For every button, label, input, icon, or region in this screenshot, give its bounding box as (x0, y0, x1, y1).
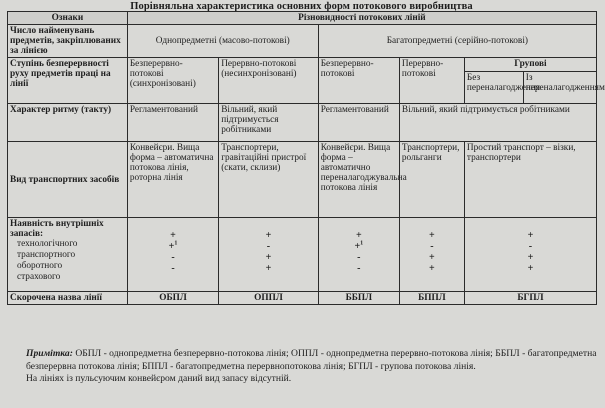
cell-mp-continuous: Безперервно-потокові (318, 58, 399, 104)
cell-short-5: БГПЛ (464, 292, 596, 305)
cell-group-with-readjust: Із переналагодженням (523, 72, 596, 104)
cell-rhythm-1: Регламентований (127, 104, 218, 142)
cell-short-2: ОППЛ (219, 292, 319, 305)
stock-mark: + (527, 230, 534, 241)
stock-item: технологічного (17, 239, 78, 249)
stock-mark: - (528, 241, 533, 252)
stock-mark: + (527, 263, 534, 274)
note-text: ОБПЛ - однопредметна безперервно-потокова лінія; ОППЛ - однопредметна перервно-потокова лінія; ББПЛ - багатопредметна безперервна потокова лінія; БППЛ - багатопредметна перервнопотокова лінія; БГПЛ - групова потокова лінія. (26, 348, 597, 372)
page-title: Порівняльна характеристика основних форм потокового виробництва (130, 1, 473, 12)
row-label-rhythm: Характер ритму (такту) (8, 104, 128, 142)
cell-mp-discontinuous: Перервно-потокові (399, 58, 464, 104)
stock-mark: + (527, 252, 534, 263)
footnote-mark: 1 (174, 240, 178, 247)
stock-mark: - (171, 252, 175, 263)
cell-stock-3 (318, 218, 399, 292)
stock-mark: + (429, 230, 435, 241)
stock-mark: + (265, 230, 272, 241)
table-header-row (8, 12, 597, 25)
table-row (8, 218, 597, 292)
stock-mark: - (171, 263, 175, 274)
cell-stock-2 (219, 218, 319, 292)
stock-mark: + (429, 252, 435, 263)
table-row (8, 58, 597, 72)
row-label-stock (8, 218, 128, 292)
row-label-continuity: Ступінь безперервності руху предметів праці на лінії (8, 58, 128, 104)
comparison-table (7, 11, 605, 305)
cell-group: Групові (464, 58, 596, 72)
stock-mark: + (355, 230, 362, 241)
cell-rhythm-2: Вільний, який підтримується робітниками (219, 104, 319, 142)
cell-rhythm-4: Вільний, який підтримується робітниками (399, 104, 596, 142)
cell-sp-continuous: Безперервно-потокові (синхронізовані) (127, 58, 218, 104)
cell-transport-2: Транспортери, гравітаційні пристрої (скати, склизи) (219, 142, 319, 218)
stock-mark: - (266, 241, 271, 252)
table-row (8, 25, 597, 58)
stock-mark: + (170, 230, 176, 241)
stock-mark: - (430, 241, 434, 252)
cell-transport-3: Конвейєри. Вища форма – автоматично переналагоджувальна потокова лінія (318, 142, 399, 218)
note-label: Примітка: (26, 348, 73, 359)
cell-stock-4 (399, 218, 464, 292)
header-signs: Ознаки (8, 12, 128, 25)
cell-group-no-readjust: Без переналагодження (464, 72, 523, 104)
note-paragraph (8, 348, 598, 373)
stock-mark: + (429, 263, 435, 274)
table-row (8, 292, 597, 305)
stock-mark: +$^1$ (168, 240, 178, 252)
footnote-mark: 1 (360, 240, 364, 247)
stock-mark: +$^1$ (354, 240, 364, 252)
cell-multi-subject: Багатопредметні (серійно-потокові) (318, 25, 596, 58)
stock-item: транспортного (17, 250, 76, 260)
cell-sp-discontinuous: Перервно-потокові (несинхронізовані) (219, 58, 319, 104)
stock-items-list (10, 239, 125, 283)
row-label-short-name: Скорочена назва лінії (8, 292, 128, 305)
cell-rhythm-3: Регламентований (318, 104, 399, 142)
header-varieties: Різновидності потокових ліній (127, 12, 596, 25)
stock-mark: - (357, 252, 361, 263)
cell-transport-5: Простий транспорт – візки, транспортери (464, 142, 596, 218)
table-row (8, 104, 597, 142)
cell-stock-5 (464, 218, 596, 292)
cell-transport-1: Конвейєри. Вища форма – автоматична потокова лінія, роторна лінія (127, 142, 218, 218)
stock-mark: + (265, 263, 272, 274)
stock-item: страхового (17, 272, 61, 282)
stock-item: оборотного (17, 261, 63, 271)
cell-transport-4: Транспортери, рольганги (399, 142, 464, 218)
stock-mark: - (357, 263, 361, 274)
cell-short-4: БППЛ (399, 292, 464, 305)
cell-single-subject: Однопредметні (масово-потокові) (127, 25, 318, 58)
table-row (8, 142, 597, 218)
row-label-items: Число найменувань предметів, закріплюваних за лінією (8, 25, 128, 58)
stock-heading: Наявність внутрішніх запасів: (10, 219, 104, 239)
cell-short-1: ОБПЛ (127, 292, 218, 305)
cell-short-3: ББПЛ (318, 292, 399, 305)
note-block (8, 348, 598, 386)
cell-stock-1 (127, 218, 218, 292)
row-label-transport: Вид транспортних засобів (8, 142, 128, 218)
footnote-paragraph: На лініях із пульсуючим конвейєром даний вид запасу відсутній. (26, 373, 292, 384)
stock-mark: + (265, 252, 272, 263)
